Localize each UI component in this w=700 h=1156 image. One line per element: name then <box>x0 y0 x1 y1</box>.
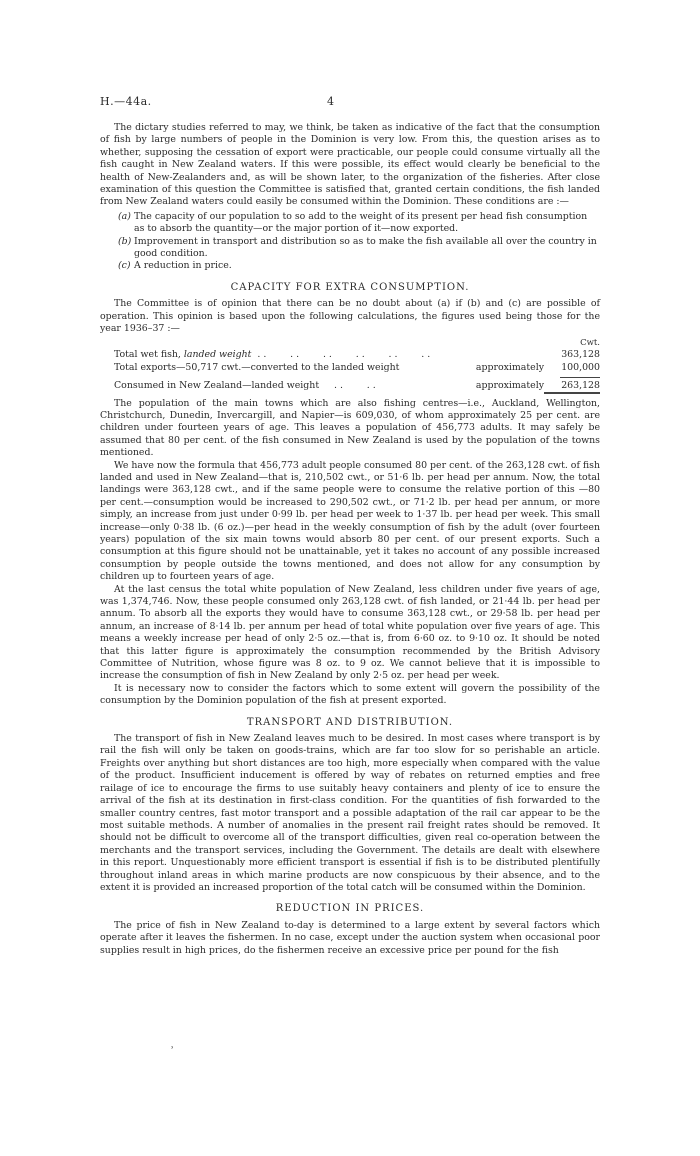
condition-text: Improvement in transport and distribution so as to make the fish available all over the country in good condition. <box>134 235 597 260</box>
condition-label: (c) <box>118 260 131 272</box>
table-unit-header <box>114 337 600 349</box>
total-value: 263,128 <box>544 380 600 394</box>
unit-label: Cwt. <box>580 337 600 348</box>
condition-text: A reduction in price. <box>134 260 232 272</box>
body-paragraph: The price of fish in New Zealand to-day is determined to a large extent by several factors which operate after it leaves the fishermen. In no case, except under the auction system when occasional poor supplies result in high prices, do the fishermen receive an excessive price per pound for the fish <box>100 919 600 956</box>
sum-rule <box>114 375 600 380</box>
page-number: 4 <box>327 95 334 108</box>
page-reference: H.—44a. <box>100 95 152 108</box>
page-body <box>100 122 600 957</box>
body-paragraph: We have now the formula that 456,773 adult people consumed 80 per cent. of the 263,128 cwt. of fish landed and used in New Zealand—that is, 210,502 cwt., or 51·6 lb. per head per annum. Now, the total landings were 363,128 cwt., and if the same people were to consume the relative portion of this —80 per cent.—consumption would be increased to 290,502 cwt., or 71·2 lb. per head per annum, or more simply, an increase from just under 0·99 lb. per head per week to 1·37 lb. per head per week. This small increase—only 0·38 lb. (6 oz.)—per head in the weekly consumption of fish by the adult (over fourteen years) population of the six main towns would absorb 80 per cent. of our present exports. Such a consumption at this figure should not be unattainable, yet it takes no account of any possible increased consumption by people outside the towns mentioned, and does not allow for any consumption by children up to fourteen years of age. <box>100 459 601 583</box>
section-heading-prices: REDUCTION IN PRICES. <box>275 903 425 915</box>
section-heading-transport: TRANSPORT AND DISTRIBUTION. <box>246 716 454 728</box>
stray-mark: ˒ <box>171 1044 174 1054</box>
total-leader: . . . . <box>319 379 376 391</box>
table-total-row <box>114 380 600 393</box>
row-value: 363,128 <box>561 348 600 360</box>
section-intro: The Committee is of opinion that there can be no doubt about (a) if (b) and (c) are possible of operation. This opinion is based upon the following calculations, the figures used being those for the year 1936–37 :— <box>100 298 600 335</box>
body-paragraph: It is necessary now to consider the factors which to some extent will govern the possibility of the consumption by the Dominion population of the fish at present exported. <box>100 682 600 707</box>
condition-item <box>118 260 600 272</box>
table-row <box>114 362 600 375</box>
conditions-list <box>118 211 600 273</box>
body-paragraph: The transport of fish in New Zealand leaves much to be desired. In most cases where transport is by rail the fish will only be taken on goods-trains, which are far too slow for so perishable an article. Freights over anything but short distances are too high, more especially when compared with the value of the product. Insufficient inducement is offered by way of rebates on returned empties and free railage of ice to encourage the firms to use suitably heavy containers and plenty of ice to ensure the arrival of the fish at its destination in first-class condition. For the quantities of fish forwarded to the smaller country centres, fast motor transport and a possible adaptation of the rail car appear to be the most suitable methods. A number of anomalies in the present rail freight rates should be removed. It should not be difficult to overcome all of the transport difficulties, given real co-operation between the merchants and the transport services, including the Government. The details are dealt with elsewhere in this report. Unquestionably more efficient transport is essential if fish is to be distributed plentifully throughout inland areas in which marine products are now conspicuous by their absence, and to the extent it is provided an increased proportion of the total catch will be consumed within the Dominion. <box>100 733 600 893</box>
row-leader: . . . . . . . . . . . . <box>251 348 431 360</box>
row-value: 100,000 <box>561 361 600 373</box>
row-description: Total exports—50,717 cwt.—converted to the landed weight <box>114 361 400 373</box>
total-description: Consumed in New Zealand—landed weight <box>114 379 320 391</box>
intro-paragraph: The dictary studies referred to may, we think, be taken as indicative of the fact that the consumption of fish by large numbers of people in the Dominion is very low. From this, the question arises as to whether, supposing the cessation of export were practicable, our people could consume virtually all the fish caught in New Zealand waters. If this were possible, its effect would clearly be beneficial to the health of New-Zealanders and, as will be shown later, to the organization of the fisheries. After close examination of this question the Committee is satisfied that, granted certain conditions, the fish landed from New Zealand waters could easily be consumed within the Dominion. These conditions are :— <box>100 122 600 208</box>
condition-item <box>118 236 600 261</box>
fish-figures-table <box>114 337 600 393</box>
body-paragraph: At the last census the total white population of New Zealand, less children under five years of age, was 1,374,746. Now, these people consumed only 263,128 cwt. of fish landed, or 21·44 lb. per head per annum. To absorb all the exports they would have to consume 363,128 cwt., or 29·58 lb. per head per annum, an increase of 8·14 lb. per annum per head of total white population over five years of age. This means a weekly increase per head of only 2·5 oz.—that is, from 6·60 oz. to 9·10 oz. It should be noted that this latter figure is approximately the consumption recommended by the British Advisory Committee of Nutrition, whose figure was 8 oz. to 9 oz. We cannot believe that it is impossible to increase the consumption of fish in New Zealand by only 2·5 oz. per head per week. <box>100 583 600 682</box>
condition-text: The capacity of our population to so add to the weight of its present per head fish consumption as to absorb the quantity—or the major portion of it—now exported. <box>134 210 588 235</box>
condition-label: (b) <box>118 235 132 247</box>
section-heading-capacity: CAPACITY FOR EXTRA CONSUMPTION. <box>230 281 470 293</box>
row-qualifier: approximately <box>475 361 544 373</box>
condition-label: (a) <box>118 210 131 222</box>
total-qualifier: approximately <box>475 379 544 391</box>
table-row <box>114 349 600 362</box>
condition-item <box>118 211 600 236</box>
row-description: Total wet fish, <box>114 348 184 360</box>
body-paragraph: The population of the main towns which are also fishing centres—i.e., Auckland, Wellington, Christchurch, Dunedin, Invercargill, and Napier—is 609,030, of whom approximately 25 per cent. are children under fourteen years of age. This leaves a population of 456,773 adults. It may safely be assumed that 80 per cent. of the fish consumed in New Zealand is used by the population of the towns mentioned. <box>100 397 600 459</box>
row-description-italic: landed weight <box>183 348 252 360</box>
